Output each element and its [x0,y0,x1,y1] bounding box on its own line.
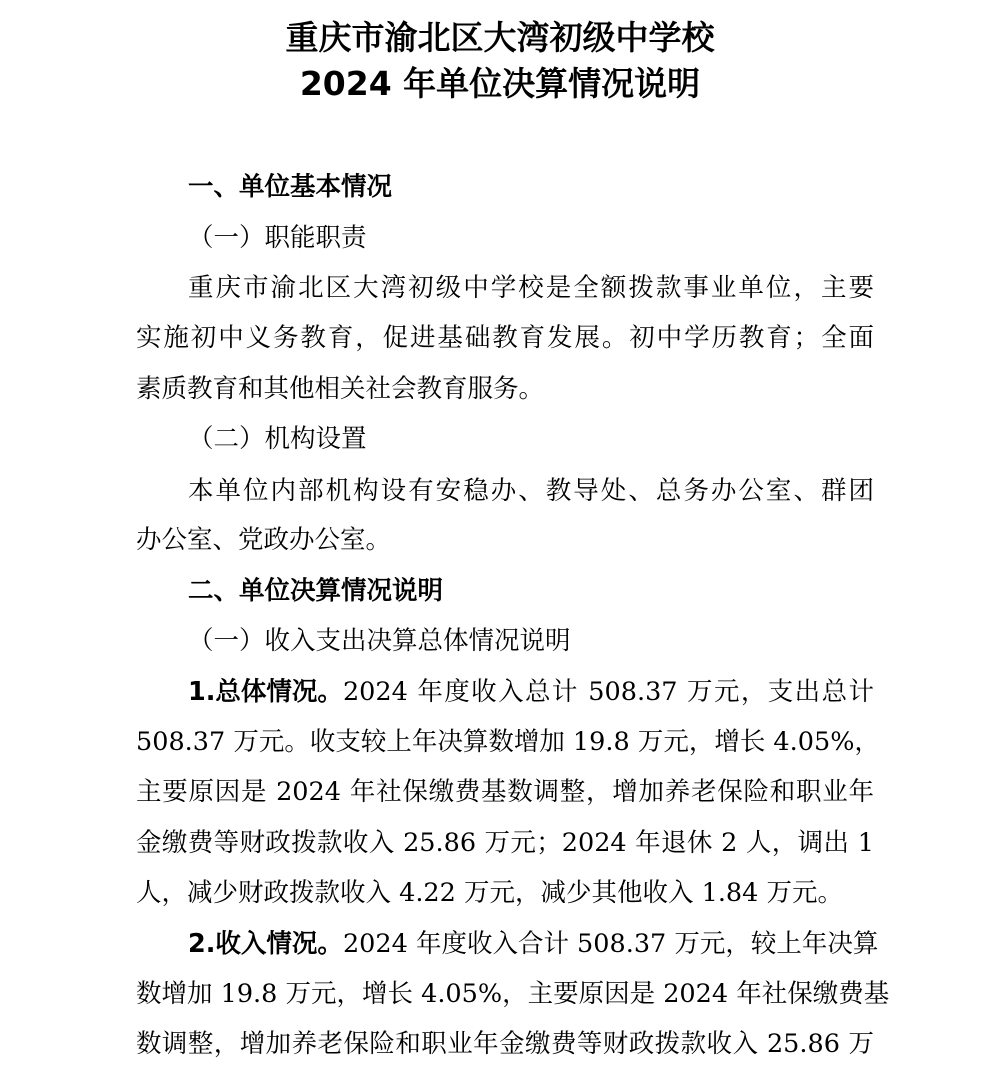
paragraph-line: 金缴费等财政拨款收入 25.86 万元；2024 年退休 2 人，调出 1 [136,828,874,858]
subsection-heading-duties: （一）职能职责 [188,223,367,253]
subsection-heading-income-expense: （一）收入支出决算总体情况说明 [188,626,571,656]
paragraph-line [188,672,874,712]
paragraph-line: 重庆市渝北区大湾初级中学校是全额拨款事业单位，主要 [188,273,874,303]
paragraph-line: 数增加 19.8 万元，增长 4.05%，主要原因是 2024 年社保缴费基 [136,979,890,1009]
paragraph-line: 办公室、党政办公室。 [136,525,392,555]
paragraph-line: 数调整，增加养老保险和职业年金缴费等财政拨款收入 25.86 万 [136,1029,874,1059]
paragraph-line: 508.37 万元。收支较上年决算数增加 19.8 万元，增长 4.05%， [136,727,880,757]
paragraph-lead: 1.总体情况。 [188,677,343,707]
paragraph-text: 2024 年度收入合计 508.37 万元，较上年决算 [342,929,879,959]
paragraph-line: 本单位内部机构设有安稳办、教导处、总务办公室、群团 [188,476,874,506]
paragraph-line: 实施初中义务教育，促进基础教育发展。初中学历教育；全面 [136,323,874,353]
paragraph-line: 主要原因是 2024 年社保缴费基数调整，增加养老保险和职业年 [136,777,874,807]
paragraph-text: 2024 年度收入总计 508.37 万元，支出总计 [342,677,874,707]
section-heading-basic-info: 一、单位基本情况 [188,172,393,202]
paragraph-line [188,924,879,964]
section-heading-final-accounts: 二、单位决算情况说明 [188,576,444,606]
document-subtitle: 2024 年单位决算情况说明 [299,64,701,103]
document-title: 重庆市渝北区大湾初级中学校 [285,18,715,57]
paragraph-lead: 2.收入情况。 [188,929,343,959]
subsection-heading-structure: （二）机构设置 [188,424,367,454]
paragraph-line: 素质教育和其他相关社会教育服务。 [136,374,545,404]
paragraph-line: 人，减少财政拨款收入 4.22 万元，减少其他收入 1.84 万元。 [136,878,843,908]
